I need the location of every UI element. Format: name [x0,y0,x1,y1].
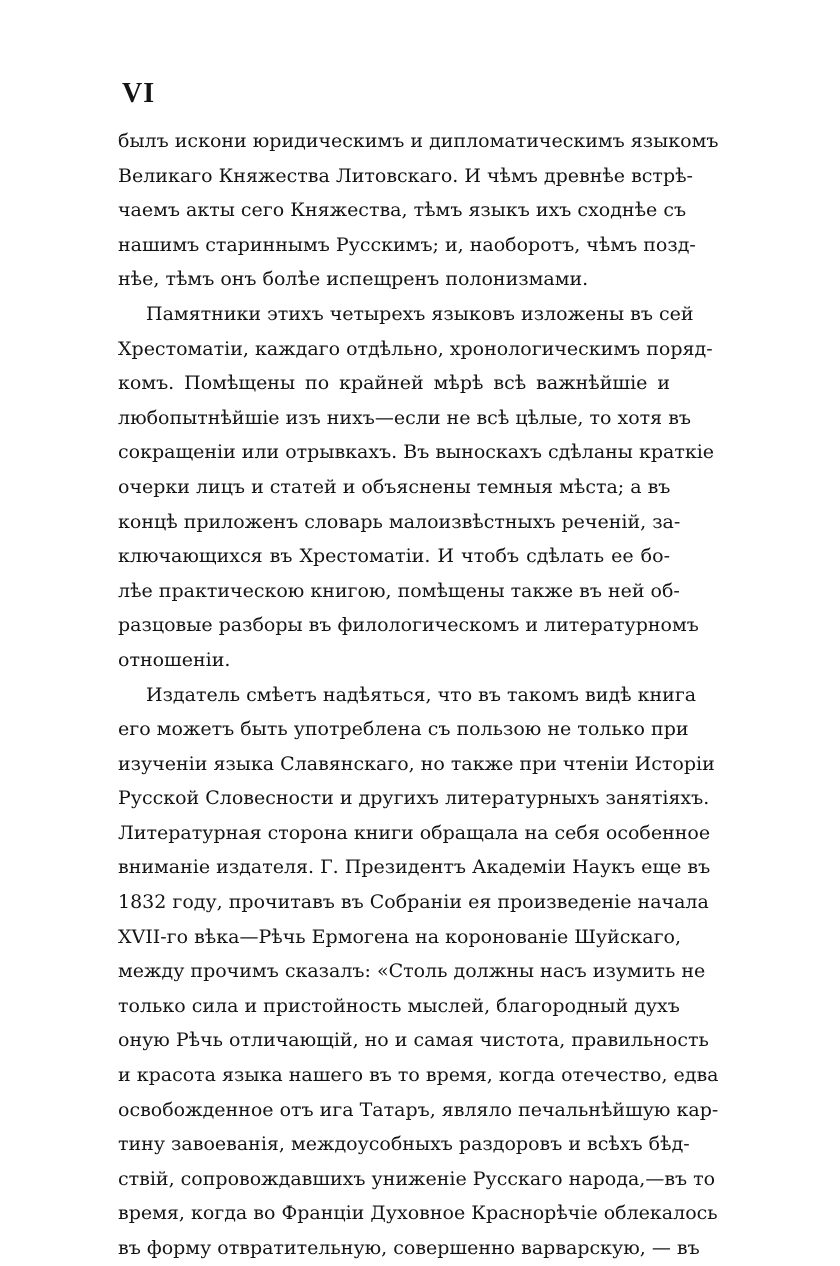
text-line: любопытнѣйшіе изъ нихъ—если не всѣ цѣлые, то хотя въ [118,406,691,429]
text-line: Памятники этихъ четырехъ языковъ изложены въ сей [146,302,694,325]
text-line: разцовые разборы въ филологическомъ и литературномъ [118,614,699,637]
text-line: только сила и пристойность мыслей, благородный духъ [118,994,680,1017]
text-line: между прочимъ сказалъ: «Столь должны насъ изумить не [118,960,706,983]
text-line: сокращеніи или отрывкахъ. Въ выноскахъ сдѣланы краткіе [118,441,715,464]
text-line: ствій, сопровождавшихъ униженіе Русскаго народа,—въ то [118,1167,716,1190]
text-line: Литературная сторона книги обращала на себя особенное [118,821,711,844]
text-line: Русской Словесности и другихъ литературныхъ занятіяхъ. [118,787,710,810]
text-line: XVII-го вѣка—Рѣчь Ермогена на коронованіе Шуйскаго, [118,925,682,948]
text-line: его можетъ быть употреблена съ пользою не только при [118,718,689,741]
text-line: тину завоеванія, междоусобныхъ раздоровъ и всѣхъ бѣд- [118,1133,690,1156]
text-line: время, когда во Франціи Духовное Краснорѣчіе облекалось [118,1202,718,1225]
text-line: Издатель смѣетъ надѣяться, что въ такомъ видѣ книга [146,683,697,706]
text-line: отношеніи. [118,648,231,671]
text-line: ключающихся въ Хрестоматіи. И чтобъ сдѣлать ее бо- [118,545,670,568]
paragraph-3 [118,678,719,1266]
text-line: 1832 году, прочитавъ въ Собраніи ея произведеніе начала [118,891,709,914]
text-line: освобожденное отъ ига Татаръ, являло печальнѣйшую кар- [118,1098,719,1121]
text-line: комъ. Помѣщены по крайней мѣрѣ всѣ важнѣйшіе и [118,372,670,395]
text-line: концѣ приложенъ словарь малоизвѣстныхъ реченій, за- [118,510,681,533]
text-line: изученіи языка Славянскаго, но также при чтеніи Исторіи [118,752,715,775]
text-line: очерки лицъ и статей и объяснены темныя мѣста; а въ [118,475,671,498]
text-line: нашимъ стариннымъ Русскимъ; и, наоборотъ, чѣмъ позд- [118,233,696,256]
text-line: въ форму отвратительную, совершенно варварскую, — въ [118,1237,700,1259]
body-text [118,124,719,1266]
text-line: и красота языка нашего въ то время, когда отечество, едва [118,1064,719,1087]
text-line: Хрестоматіи, каждаго отдѣльно, хронологическимъ поряд- [118,337,713,360]
paragraph-2 [118,297,715,678]
text-line: вниманіе издателя. Г. Президентъ Академіи Наукъ еще въ [118,856,711,879]
text-line: нѣе, тѣмъ онъ болѣе испещренъ полонизмами. [118,268,589,291]
text-line: былъ искони юридическимъ и дипломатическимъ языкомъ [118,130,719,152]
page-number: VI [122,78,156,109]
text-line: чаемъ акты сего Княжества, тѣмъ языкъ ихъ сходнѣе съ [118,199,687,222]
text-line: лѣе практическою книгою, помѣщены также въ ней об- [118,579,680,602]
text-line: оную Рѣчь отличающій, но и самая чистота, правильность [118,1029,709,1052]
paragraph-1 [118,124,719,297]
text-line: Великаго Княжества Литовскаго. И чѣмъ древнѣе встрѣ- [118,164,693,187]
